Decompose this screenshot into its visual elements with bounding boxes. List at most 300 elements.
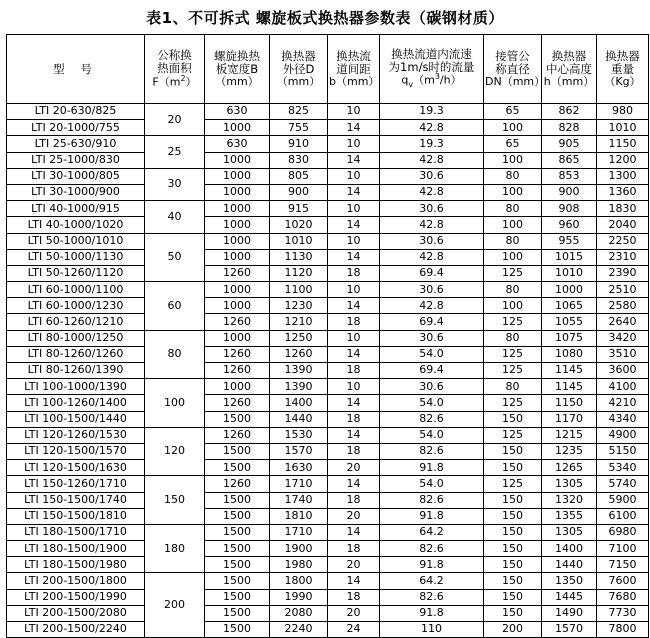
cell-plate-width: 1500 xyxy=(205,411,270,427)
cell-channel-gap: 14 xyxy=(328,298,380,314)
cell-flow-rate: 42.8 xyxy=(380,298,484,314)
cell-channel-gap: 10 xyxy=(328,233,380,249)
cell-plate-width: 1000 xyxy=(205,184,270,200)
cell-nominal-diameter: 150 xyxy=(484,589,542,605)
cell-channel-gap: 10 xyxy=(328,330,380,346)
cell-center-height: 828 xyxy=(542,120,597,136)
table-row xyxy=(7,622,649,638)
cell-channel-gap: 18 xyxy=(328,363,380,379)
cell-model: LTI 60-1000/1230 xyxy=(7,298,145,314)
cell-nominal-diameter: 80 xyxy=(484,282,542,298)
cell-nominal-diameter: 150 xyxy=(484,541,542,557)
cell-nominal-diameter: 125 xyxy=(484,314,542,330)
cell-outer-diameter: 1390 xyxy=(270,363,328,379)
table-row xyxy=(7,573,649,589)
cell-flow-rate: 82.6 xyxy=(380,411,484,427)
cell-weight: 7150 xyxy=(597,557,649,573)
cell-weight: 2640 xyxy=(597,314,649,330)
cell-center-height: 908 xyxy=(542,201,597,217)
table-row xyxy=(7,427,649,443)
cell-outer-diameter: 1010 xyxy=(270,233,328,249)
cell-center-height: 1400 xyxy=(542,541,597,557)
cell-weight: 7680 xyxy=(597,589,649,605)
cell-outer-diameter: 1810 xyxy=(270,508,328,524)
cell-flow-rate: 42.8 xyxy=(380,249,484,265)
cell-flow-rate: 54.0 xyxy=(380,427,484,443)
cell-nominal-diameter: 125 xyxy=(484,395,542,411)
cell-model: LTI 150-1500/1810 xyxy=(7,508,145,524)
cell-model: LTI 180-1500/1900 xyxy=(7,541,145,557)
cell-weight: 980 xyxy=(597,104,649,120)
cell-channel-gap: 10 xyxy=(328,136,380,152)
cell-area: 60 xyxy=(145,282,205,331)
cell-outer-diameter: 1800 xyxy=(270,573,328,589)
cell-channel-gap: 18 xyxy=(328,314,380,330)
table-row xyxy=(7,492,649,508)
header-channel-gap xyxy=(328,35,380,104)
cell-plate-width: 630 xyxy=(205,136,270,152)
cell-center-height: 1215 xyxy=(542,427,597,443)
cell-center-height: 1490 xyxy=(542,605,597,621)
table-row xyxy=(7,217,649,233)
cell-area: 150 xyxy=(145,476,205,525)
cell-area: 40 xyxy=(145,201,205,233)
cell-flow-rate: 54.0 xyxy=(380,395,484,411)
cell-channel-gap: 10 xyxy=(328,379,380,395)
cell-flow-rate: 30.6 xyxy=(380,379,484,395)
cell-channel-gap: 20 xyxy=(328,557,380,573)
cell-flow-rate: 82.6 xyxy=(380,589,484,605)
cell-model: LTI 180-1500/1710 xyxy=(7,524,145,540)
cell-center-height: 1305 xyxy=(542,524,597,540)
cell-center-height: 1010 xyxy=(542,265,597,281)
cell-weight: 1830 xyxy=(597,201,649,217)
cell-center-height: 1440 xyxy=(542,557,597,573)
cell-flow-rate: 82.6 xyxy=(380,443,484,459)
cell-outer-diameter: 1980 xyxy=(270,557,328,573)
cell-area: 200 xyxy=(145,573,205,638)
cell-weight: 1200 xyxy=(597,152,649,168)
cell-plate-width: 1260 xyxy=(205,395,270,411)
cell-nominal-diameter: 150 xyxy=(484,460,542,476)
header-nominal-diameter xyxy=(484,35,546,104)
cell-plate-width: 1260 xyxy=(205,427,270,443)
cell-outer-diameter: 1710 xyxy=(270,524,328,540)
table-row xyxy=(7,411,649,427)
cell-flow-rate: 30.6 xyxy=(380,201,484,217)
header-area-line2: 热面积 xyxy=(157,61,192,76)
cell-channel-gap: 20 xyxy=(328,508,380,524)
cell-model: LTI 150-1260/1710 xyxy=(7,476,145,492)
header-model-label: 型 号 xyxy=(53,61,98,76)
header-channel-gap-line3: b（mm） xyxy=(329,74,380,88)
cell-plate-width: 1000 xyxy=(205,120,270,136)
cell-outer-diameter: 1900 xyxy=(270,541,328,557)
cell-center-height: 905 xyxy=(542,136,597,152)
cell-model: LTI 25-1000/830 xyxy=(7,152,145,168)
cell-outer-diameter: 910 xyxy=(270,136,328,152)
cell-center-height: 1055 xyxy=(542,314,597,330)
cell-plate-width: 1000 xyxy=(205,282,270,298)
table-row xyxy=(7,541,649,557)
cell-center-height: 1570 xyxy=(542,622,597,638)
cell-nominal-diameter: 100 xyxy=(484,184,542,200)
cell-weight: 4340 xyxy=(597,411,649,427)
table-row xyxy=(7,314,649,330)
header-center-height-line2: 中心高度 xyxy=(546,61,592,76)
cell-weight: 3510 xyxy=(597,346,649,362)
cell-weight: 7800 xyxy=(597,622,649,638)
cell-model: LTI 60-1260/1210 xyxy=(7,314,145,330)
cell-center-height: 955 xyxy=(542,233,597,249)
header-plate-width-line3: （mm） xyxy=(215,74,259,88)
cell-center-height: 1305 xyxy=(542,476,597,492)
table-row xyxy=(7,605,649,621)
cell-weight: 6980 xyxy=(597,524,649,540)
cell-plate-width: 630 xyxy=(205,104,270,120)
cell-outer-diameter: 1740 xyxy=(270,492,328,508)
cell-plate-width: 1000 xyxy=(205,201,270,217)
cell-nominal-diameter: 80 xyxy=(484,330,542,346)
cell-nominal-diameter: 100 xyxy=(484,298,542,314)
cell-plate-width: 1500 xyxy=(205,460,270,476)
cell-area: 120 xyxy=(145,427,205,476)
cell-weight: 2390 xyxy=(597,265,649,281)
cell-model: LTI 200-1500/2240 xyxy=(7,622,145,638)
header-weight-line3: （Kg） xyxy=(604,74,641,88)
cell-flow-rate: 19.3 xyxy=(380,136,484,152)
cell-channel-gap: 14 xyxy=(328,120,380,136)
cell-outer-diameter: 1570 xyxy=(270,443,328,459)
table-row xyxy=(7,363,649,379)
cell-outer-diameter: 1130 xyxy=(270,249,328,265)
cell-model: LTI 80-1000/1250 xyxy=(7,330,145,346)
cell-weight: 2310 xyxy=(597,249,649,265)
cell-flow-rate: 91.8 xyxy=(380,460,484,476)
cell-outer-diameter: 1100 xyxy=(270,282,328,298)
cell-area: 180 xyxy=(145,524,205,573)
cell-flow-rate: 30.6 xyxy=(380,282,484,298)
cell-nominal-diameter: 125 xyxy=(484,476,542,492)
cell-outer-diameter: 1020 xyxy=(270,217,328,233)
table-row xyxy=(7,265,649,281)
header-outer-diameter xyxy=(270,35,328,104)
header-plate-width xyxy=(205,35,270,104)
cell-flow-rate: 82.6 xyxy=(380,541,484,557)
cell-outer-diameter: 825 xyxy=(270,104,328,120)
cell-outer-diameter: 1230 xyxy=(270,298,328,314)
cell-weight: 7100 xyxy=(597,541,649,557)
cell-nominal-diameter: 100 xyxy=(484,217,542,233)
cell-flow-rate: 69.4 xyxy=(380,265,484,281)
cell-channel-gap: 14 xyxy=(328,249,380,265)
cell-model: LTI 180-1500/1980 xyxy=(7,557,145,573)
cell-nominal-diameter: 200 xyxy=(484,622,542,638)
cell-nominal-diameter: 125 xyxy=(484,363,542,379)
cell-flow-rate: 54.0 xyxy=(380,476,484,492)
cell-center-height: 1065 xyxy=(542,298,597,314)
cell-weight: 2040 xyxy=(597,217,649,233)
cell-nominal-diameter: 150 xyxy=(484,524,542,540)
cell-weight: 5340 xyxy=(597,460,649,476)
table-row xyxy=(7,201,649,217)
cell-plate-width: 1500 xyxy=(205,541,270,557)
cell-nominal-diameter: 80 xyxy=(484,201,542,217)
cell-model: LTI 100-1500/1440 xyxy=(7,411,145,427)
cell-channel-gap: 18 xyxy=(328,541,380,557)
cell-weight: 2580 xyxy=(597,298,649,314)
cell-outer-diameter: 1440 xyxy=(270,411,328,427)
cell-center-height: 1150 xyxy=(542,395,597,411)
cell-channel-gap: 14 xyxy=(328,152,380,168)
cell-center-height: 1145 xyxy=(542,379,597,395)
table-row xyxy=(7,330,649,346)
cell-model: LTI 20-1000/755 xyxy=(7,120,145,136)
cell-flow-rate: 42.8 xyxy=(380,184,484,200)
cell-center-height: 1075 xyxy=(542,330,597,346)
cell-weight: 6100 xyxy=(597,508,649,524)
cell-flow-rate: 64.2 xyxy=(380,573,484,589)
table-row xyxy=(7,184,649,200)
cell-model: LTI 100-1000/1390 xyxy=(7,379,145,395)
cell-plate-width: 1500 xyxy=(205,589,270,605)
header-nominal-diameter-line1: 接管公 xyxy=(495,48,530,63)
cell-model: LTI 30-1000/805 xyxy=(7,168,145,184)
header-area xyxy=(145,35,205,104)
table-row xyxy=(7,557,649,573)
cell-nominal-diameter: 150 xyxy=(484,492,542,508)
cell-nominal-diameter: 150 xyxy=(484,605,542,621)
cell-channel-gap: 20 xyxy=(328,605,380,621)
cell-area: 80 xyxy=(145,330,205,379)
cell-weight: 3600 xyxy=(597,363,649,379)
cell-model: LTI 20-630/825 xyxy=(7,104,145,120)
header-center-height-line3: h（mm） xyxy=(543,74,595,88)
cell-center-height: 1265 xyxy=(542,460,597,476)
cell-flow-rate: 30.6 xyxy=(380,168,484,184)
table-row xyxy=(7,120,649,136)
cell-plate-width: 1500 xyxy=(205,573,270,589)
table-row xyxy=(7,249,649,265)
header-area-line1: 公称换 xyxy=(157,48,192,63)
cell-flow-rate: 91.8 xyxy=(380,508,484,524)
cell-weight: 4210 xyxy=(597,395,649,411)
cell-channel-gap: 14 xyxy=(328,395,380,411)
cell-plate-width: 1000 xyxy=(205,379,270,395)
cell-weight: 2250 xyxy=(597,233,649,249)
header-nominal-diameter-line3: DN（mm） xyxy=(485,74,546,88)
cell-weight: 1300 xyxy=(597,168,649,184)
cell-model: LTI 50-1260/1120 xyxy=(7,265,145,281)
cell-plate-width: 1260 xyxy=(205,265,270,281)
cell-plate-width: 1260 xyxy=(205,346,270,362)
header-area-line3: $F(m^2)$ xyxy=(152,73,197,89)
cell-outer-diameter: 830 xyxy=(270,152,328,168)
cell-nominal-diameter: 65 xyxy=(484,104,542,120)
cell-center-height: 1320 xyxy=(542,492,597,508)
cell-outer-diameter: 2240 xyxy=(270,622,328,638)
cell-model: LTI 80-1260/1260 xyxy=(7,346,145,362)
header-flow-rate-line3: $q_v(m^3/h)$ xyxy=(401,72,462,90)
header-nominal-diameter-line2: 称直径 xyxy=(495,61,530,76)
header-outer-diameter-line2: 外径D xyxy=(282,61,315,76)
cell-flow-rate: 69.4 xyxy=(380,314,484,330)
cell-plate-width: 1500 xyxy=(205,622,270,638)
cell-outer-diameter: 1990 xyxy=(270,589,328,605)
cell-model: LTI 40-1000/1020 xyxy=(7,217,145,233)
cell-center-height: 1145 xyxy=(542,363,597,379)
cell-outer-diameter: 1120 xyxy=(270,265,328,281)
cell-outer-diameter: 805 xyxy=(270,168,328,184)
cell-flow-rate: 19.3 xyxy=(380,104,484,120)
cell-model: LTI 150-1500/1740 xyxy=(7,492,145,508)
cell-area: 25 xyxy=(145,136,205,168)
cell-flow-rate: 110 xyxy=(380,622,484,638)
cell-weight: 1360 xyxy=(597,184,649,200)
cell-outer-diameter: 1250 xyxy=(270,330,328,346)
cell-outer-diameter: 1530 xyxy=(270,427,328,443)
header-flow-rate-line1: 换热流道内流速 xyxy=(391,46,472,61)
cell-nominal-diameter: 65 xyxy=(484,136,542,152)
cell-channel-gap: 10 xyxy=(328,282,380,298)
cell-outer-diameter: 2080 xyxy=(270,605,328,621)
cell-outer-diameter: 1630 xyxy=(270,460,328,476)
cell-center-height: 1350 xyxy=(542,573,597,589)
table-body xyxy=(7,104,649,638)
cell-weight: 5740 xyxy=(597,476,649,492)
cell-outer-diameter: 1710 xyxy=(270,476,328,492)
cell-plate-width: 1500 xyxy=(205,524,270,540)
cell-model: LTI 120-1500/1570 xyxy=(7,443,145,459)
table-row xyxy=(7,152,649,168)
cell-model: LTI 60-1000/1100 xyxy=(7,282,145,298)
header-channel-gap-line2: 道间距 xyxy=(336,61,371,76)
cell-channel-gap: 10 xyxy=(328,104,380,120)
cell-outer-diameter: 915 xyxy=(270,201,328,217)
cell-nominal-diameter: 100 xyxy=(484,120,542,136)
cell-flow-rate: 54.0 xyxy=(380,346,484,362)
table-row xyxy=(7,104,649,120)
cell-nominal-diameter: 80 xyxy=(484,233,542,249)
cell-channel-gap: 14 xyxy=(328,573,380,589)
table-row xyxy=(7,346,649,362)
cell-model: LTI 100-1260/1400 xyxy=(7,395,145,411)
cell-weight: 4100 xyxy=(597,379,649,395)
cell-flow-rate: 30.6 xyxy=(380,330,484,346)
cell-flow-rate: 91.8 xyxy=(380,605,484,621)
cell-model: LTI 120-1260/1530 xyxy=(7,427,145,443)
cell-center-height: 1080 xyxy=(542,346,597,362)
cell-weight: 1150 xyxy=(597,136,649,152)
cell-plate-width: 1500 xyxy=(205,557,270,573)
header-channel-gap-line1: 换热流 xyxy=(336,48,371,63)
cell-channel-gap: 10 xyxy=(328,168,380,184)
cell-channel-gap: 18 xyxy=(328,589,380,605)
cell-channel-gap: 14 xyxy=(328,184,380,200)
table-row xyxy=(7,136,649,152)
cell-plate-width: 1000 xyxy=(205,217,270,233)
cell-channel-gap: 18 xyxy=(328,265,380,281)
cell-area: 50 xyxy=(145,233,205,282)
cell-plate-width: 1000 xyxy=(205,168,270,184)
header-center-height xyxy=(542,35,597,104)
cell-model: LTI 200-1500/1990 xyxy=(7,589,145,605)
cell-outer-diameter: 1210 xyxy=(270,314,328,330)
header-plate-width-line1: 螺旋换热 xyxy=(214,48,260,63)
header-plate-width-line2: 板宽度B xyxy=(215,61,259,76)
header-row xyxy=(7,35,649,104)
cell-nominal-diameter: 150 xyxy=(484,573,542,589)
cell-outer-diameter: 755 xyxy=(270,120,328,136)
cell-nominal-diameter: 80 xyxy=(484,379,542,395)
cell-channel-gap: 14 xyxy=(328,427,380,443)
cell-plate-width: 1260 xyxy=(205,476,270,492)
header-weight-line2: 重量 xyxy=(611,61,634,76)
cell-model: LTI 80-1260/1390 xyxy=(7,363,145,379)
cell-weight: 2510 xyxy=(597,282,649,298)
cell-plate-width: 1000 xyxy=(205,233,270,249)
cell-plate-width: 1500 xyxy=(205,443,270,459)
cell-outer-diameter: 1400 xyxy=(270,395,328,411)
cell-model: LTI 200-1500/2080 xyxy=(7,605,145,621)
table-row xyxy=(7,168,649,184)
cell-nominal-diameter: 125 xyxy=(484,265,542,281)
cell-model: LTI 40-1000/915 xyxy=(7,201,145,217)
cell-channel-gap: 20 xyxy=(328,460,380,476)
cell-flow-rate: 91.8 xyxy=(380,557,484,573)
header-outer-diameter-line3: （mm） xyxy=(276,74,321,88)
cell-channel-gap: 24 xyxy=(328,622,380,638)
cell-channel-gap: 18 xyxy=(328,492,380,508)
cell-channel-gap: 14 xyxy=(328,346,380,362)
cell-flow-rate: 82.6 xyxy=(380,492,484,508)
header-center-height-line1: 换热器 xyxy=(551,48,587,63)
cell-nominal-diameter: 125 xyxy=(484,427,542,443)
table-row xyxy=(7,476,649,492)
cell-channel-gap: 10 xyxy=(328,201,380,217)
cell-center-height: 1445 xyxy=(542,589,597,605)
cell-center-height: 1000 xyxy=(542,282,597,298)
page-title: 表1、不可拆式 螺旋板式换热器参数表（碳钢材质） xyxy=(146,9,504,27)
cell-nominal-diameter: 100 xyxy=(484,249,542,265)
table-row xyxy=(7,233,649,249)
cell-plate-width: 1000 xyxy=(205,152,270,168)
cell-model: LTI 50-1000/1130 xyxy=(7,249,145,265)
cell-weight: 7600 xyxy=(597,573,649,589)
cell-channel-gap: 18 xyxy=(328,411,380,427)
header-weight-line1: 换热器 xyxy=(605,48,640,63)
table-row xyxy=(7,282,649,298)
cell-area: 20 xyxy=(145,104,205,136)
cell-plate-width: 1260 xyxy=(205,314,270,330)
cell-center-height: 865 xyxy=(542,152,597,168)
cell-weight: 5150 xyxy=(597,443,649,459)
cell-model: LTI 200-1500/1800 xyxy=(7,573,145,589)
header-model xyxy=(7,35,145,104)
table-header xyxy=(7,35,649,104)
cell-center-height: 853 xyxy=(542,168,597,184)
cell-weight: 5900 xyxy=(597,492,649,508)
header-outer-diameter-line1: 换热器 xyxy=(281,48,316,63)
cell-center-height: 1015 xyxy=(542,249,597,265)
table-row xyxy=(7,460,649,476)
table-row xyxy=(7,589,649,605)
cell-channel-gap: 14 xyxy=(328,217,380,233)
cell-weight: 7730 xyxy=(597,605,649,621)
cell-channel-gap: 14 xyxy=(328,476,380,492)
cell-channel-gap: 14 xyxy=(328,524,380,540)
cell-nominal-diameter: 150 xyxy=(484,508,542,524)
